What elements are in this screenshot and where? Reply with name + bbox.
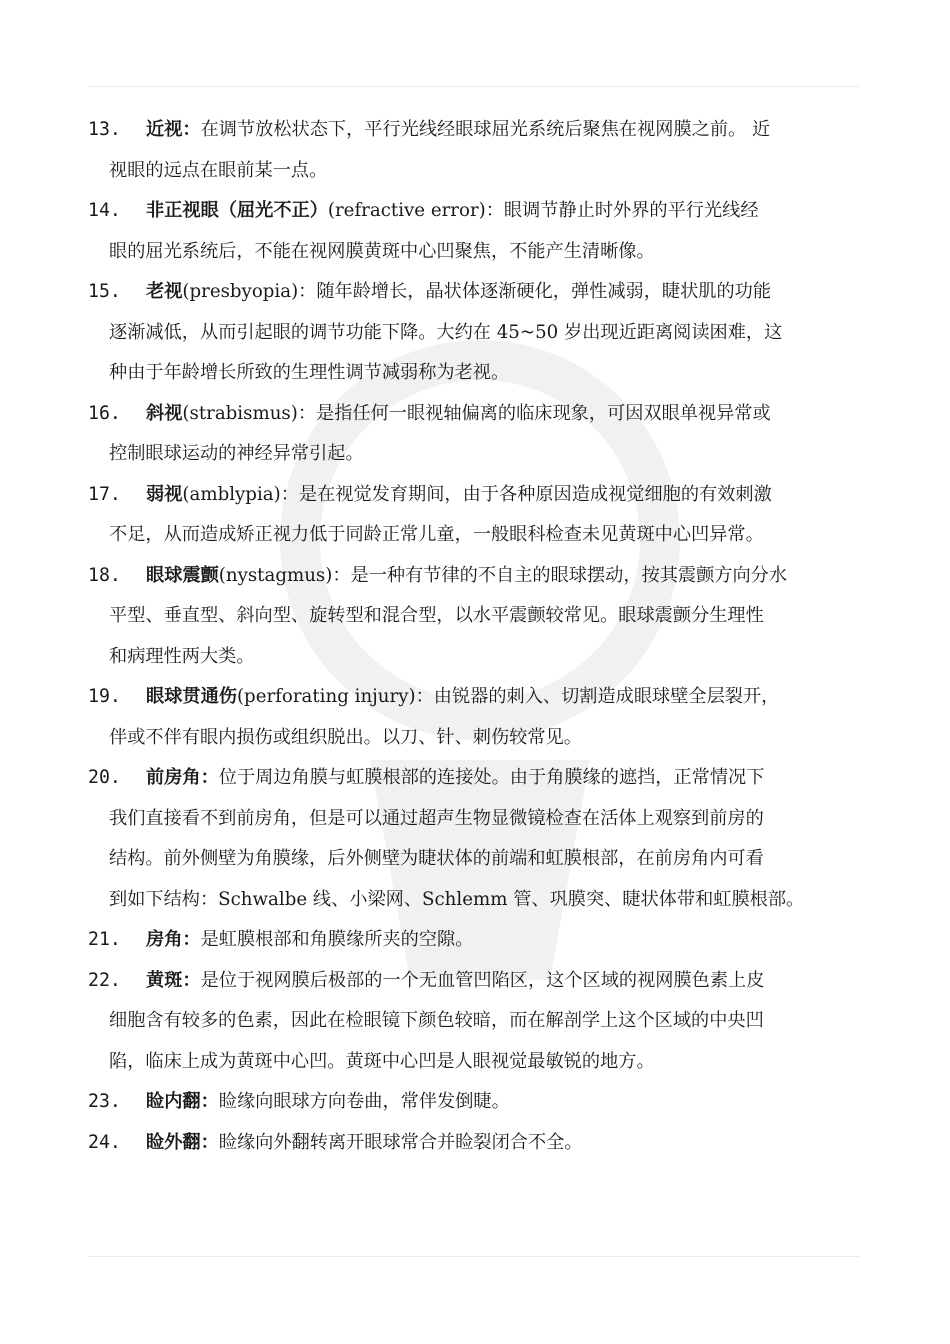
entry-text: 位于周边角膜与虹膜根部的连接处。由于角膜缘的遮挡，正常情况下 [218, 767, 765, 788]
glossary-entry [0, 1123, 950, 1164]
entry-text: (refractive error)：眼调节静止时外界的平行光线经 [327, 200, 759, 221]
entry-number: 13. [88, 119, 121, 140]
entry-text: 逐渐减低，从而引起眼的调节功能下降。大约在 45~50 岁出现近距离阅读困难，这 [109, 321, 783, 343]
glossary-entry [0, 475, 950, 556]
entry-text: (amblypia)：是在视觉发育期间，由于各种原因造成视觉细胞的有效刺激 [182, 483, 772, 505]
entry-number: 20. [88, 767, 121, 788]
entry-text: 不足，从而造成矫正视力低于同龄正常儿童，一般眼科检查未见黄斑中心凹异常。 [109, 524, 764, 545]
entry-line [0, 232, 879, 273]
entry-number: 23. [88, 1091, 121, 1112]
entry-text: (presbyopia)：随年龄增长，晶状体逐渐硬化，弹性减弱，睫状肌的功能 [182, 281, 772, 302]
entry-line [0, 677, 916, 718]
glossary-entry [0, 1082, 950, 1123]
glossary-entry [0, 272, 950, 394]
entry-number: 17. [88, 483, 121, 505]
entry-number: 22. [88, 969, 121, 991]
entry-text: 陷，临床上成为黄斑中心凹。黄斑中心凹是人眼视觉最敏锐的地方。 [109, 1050, 655, 1072]
entry-line [0, 799, 879, 840]
entry-term: 非正视眼（屈光不正） [146, 200, 328, 221]
entry-term: 近视： [146, 119, 201, 140]
glossary-entry [0, 758, 950, 920]
entry-term: 前房角： [146, 767, 219, 788]
entry-text: 视眼的远点在眼前某一点。 [109, 159, 328, 181]
entry-text: 是虹膜根部和角膜缘所夹的空隙。 [200, 929, 474, 950]
entry-line [0, 1042, 879, 1083]
glossary-entry [0, 556, 950, 678]
entry-term: 房角： [146, 929, 201, 950]
glossary-entry [0, 961, 950, 1083]
entry-line [0, 394, 916, 435]
glossary-entry [0, 920, 950, 961]
entry-line [0, 961, 916, 1002]
entry-text: 眼的屈光系统后，不能在视网膜黄斑中心凹聚焦，不能产生清晰像。 [109, 240, 655, 262]
entry-text: 在调节放松状态下，平行光线经眼球屈光系统后聚焦在视网膜之前。 近 [200, 119, 771, 140]
entry-number: 21. [88, 929, 121, 950]
entry-term: 老视 [146, 281, 183, 302]
entry-term: 黄斑： [146, 969, 201, 991]
entry-term: 睑外翻： [146, 1131, 219, 1153]
entry-number: 24. [88, 1131, 121, 1153]
entry-text: (strabismus)：是指任何一眼视轴偏离的临床现象，可因双眼单视异常或 [182, 402, 771, 424]
entry-line [0, 313, 879, 354]
entry-line [0, 839, 879, 880]
entry-line [0, 556, 916, 597]
entry-text: 和病理性两大类。 [109, 645, 255, 667]
entry-text: 是位于视网膜后极部的一个无血管凹陷区，这个区域的视网膜色素上皮 [200, 969, 765, 991]
entry-line [0, 637, 879, 678]
entry-text: 结构。前外侧壁为角膜缘，后外侧壁为睫状体的前端和虹膜根部，在前房角内可看 [109, 848, 764, 869]
entry-text: 细胞含有较多的色素，因此在检眼镜下颜色较暗，而在解剖学上这个区域的中央凹 [109, 1010, 764, 1031]
entry-text: 睑缘向外翻转离开眼球常合并睑裂闭合不全。 [218, 1131, 583, 1153]
entry-line [0, 191, 916, 232]
entry-line [0, 1082, 916, 1123]
glossary-entry [0, 394, 950, 475]
entry-text: 种由于年龄增长所致的生理性调节减弱称为老视。 [109, 362, 510, 383]
entry-line [0, 353, 879, 394]
glossary-list [0, 110, 950, 1163]
entry-term: 眼球贯通伤 [146, 686, 237, 707]
entry-text: 睑缘向眼球方向卷曲，常伴发倒睫。 [218, 1091, 510, 1112]
glossary-entry [0, 677, 950, 758]
entry-text: (nystagmus)：是一种有节律的不自主的眼球摆动，按其震颤方向分水 [218, 564, 788, 586]
header-rule [88, 86, 860, 87]
entry-text: 控制眼球运动的神经异常引起。 [109, 443, 364, 464]
entry-line [0, 718, 879, 759]
entry-number: 19. [88, 686, 121, 707]
entry-line [0, 272, 916, 313]
footer-rule [88, 1256, 860, 1257]
entry-term: 眼球震颤 [146, 564, 219, 586]
entry-number: 18. [88, 564, 121, 586]
entry-line [0, 110, 916, 151]
entry-number: 16. [88, 402, 121, 424]
entry-line [0, 596, 879, 637]
entry-text: 我们直接看不到前房角，但是可以通过超声生物显微镜检查在活体上观察到前房的 [109, 807, 764, 829]
entry-line [0, 758, 916, 799]
entry-text: 伴或不伴有眼内损伤或组织脱出。以刀、针、刺伤较常见。 [109, 726, 582, 748]
entry-text: 到如下结构：Schwalbe 线、小梁网、Schlemm 管、巩膜突、睫状体带和虹膜根部。 [109, 888, 805, 910]
entry-line [0, 920, 916, 961]
entry-number: 15. [88, 281, 121, 302]
entry-number: 14. [88, 200, 121, 221]
glossary-entry [0, 191, 950, 272]
entry-line [0, 1001, 879, 1042]
entry-term: 斜视 [146, 402, 183, 424]
entry-line [0, 880, 879, 921]
entry-line [0, 515, 879, 556]
entry-text: 平型、垂直型、斜向型、旋转型和混合型，以水平震颤较常见。眼球震颤分生理性 [109, 605, 764, 626]
entry-term: 睑内翻： [146, 1091, 219, 1112]
entry-line [0, 1123, 916, 1164]
entry-line [0, 434, 879, 475]
entry-text: (perforating injury)：由锐器的刺入、切割造成眼球壁全层裂开， [236, 686, 780, 707]
glossary-entry [0, 110, 950, 191]
entry-term: 弱视 [146, 483, 183, 505]
entry-line [0, 151, 879, 192]
entry-line [0, 475, 916, 516]
